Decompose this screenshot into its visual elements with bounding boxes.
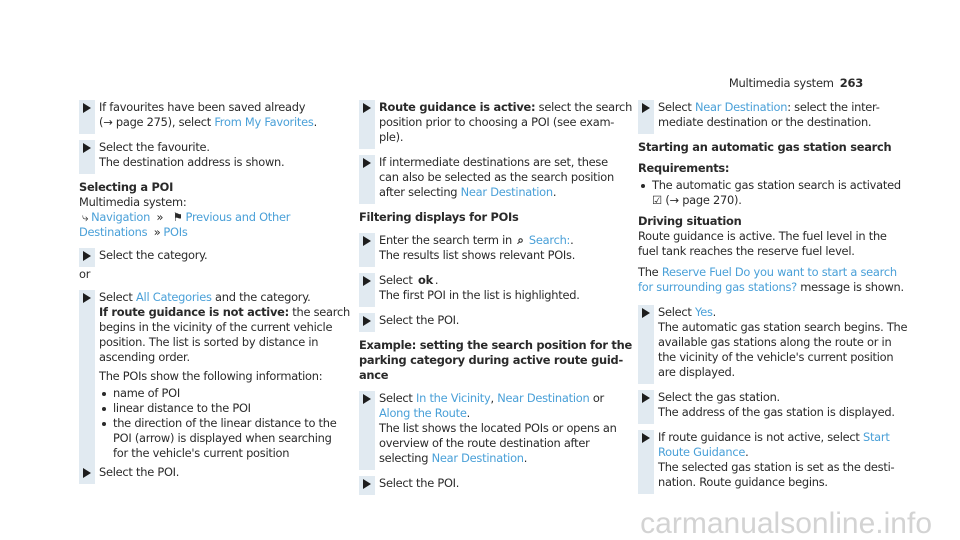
text-line: fuel tank reaches the reserve fuel level. — [638, 244, 855, 258]
destinations-link[interactable]: Destinations — [79, 225, 148, 239]
previous-and-other-link[interactable]: Previous and Other — [185, 210, 291, 224]
along-the-route-link[interactable]: Along the Route — [379, 406, 467, 420]
list-item: name of POI — [99, 386, 331, 401]
step-arrow-icon — [642, 103, 650, 113]
text-line: If favourites have been saved already — [99, 100, 306, 114]
step — [359, 100, 633, 145]
column-2 — [359, 100, 633, 501]
step — [79, 100, 331, 130]
checkbox-icon: ☑ — [652, 193, 662, 207]
step-arrow-icon — [83, 143, 91, 153]
step — [359, 233, 613, 263]
nav-path — [79, 210, 331, 225]
text-line: Enter the search term in ⌕ Search:. — [379, 233, 574, 247]
text-line: Route Guidance. — [658, 445, 749, 459]
text-line: or — [79, 267, 91, 281]
step-arrow-icon — [363, 394, 371, 404]
in-the-vicinity-link[interactable]: In the Vicinity — [416, 391, 491, 405]
step-arrow-icon — [363, 276, 371, 286]
list-item: linear distance to the POI — [99, 401, 331, 416]
step-arrow-icon — [363, 316, 371, 326]
step — [359, 391, 617, 466]
list-item: The automatic gas station search is activated ☑ (→ page 270). — [638, 178, 898, 208]
text-line: the vicinity of the vehicle's current position — [658, 350, 894, 364]
text-line: available gas stations along the route or in — [658, 335, 892, 349]
requirements-heading: Requirements: — [638, 161, 730, 175]
step — [359, 273, 613, 303]
step-arrow-icon — [642, 393, 650, 403]
text-line: The destination address is shown. — [99, 155, 285, 169]
start-route-guidance-link[interactable]: Route Guidance — [658, 445, 746, 459]
reserve-fuel-message: for surrounding gas stations? — [638, 280, 797, 294]
watermark: carmanualsonline.info — [640, 507, 932, 540]
reserve-fuel-message: Reserve Fuel Do you want to start a search — [661, 265, 897, 279]
step-arrow-icon — [83, 103, 91, 113]
section-heading: Selecting a POI — [79, 180, 174, 194]
search-field-link[interactable]: Search: — [528, 233, 571, 247]
text-line: after selecting Near Destination. — [379, 185, 557, 199]
step-arrow-icon — [363, 103, 371, 113]
text-line: ple). — [379, 130, 404, 144]
near-destination-link[interactable]: Near Destination — [497, 391, 590, 405]
text-line: Select the POI. — [379, 476, 460, 490]
text-line: are displayed. — [658, 365, 735, 379]
text-line: ascending order. — [99, 350, 190, 364]
text-line: Select In the Vicinity, Near Destination or — [379, 391, 604, 405]
step-arrow-icon — [83, 251, 91, 261]
text-line: Select the POI. — [99, 465, 180, 479]
step-arrow-icon — [83, 293, 91, 303]
start-route-guidance-link[interactable]: Start — [862, 430, 890, 444]
text-line: If route guidance is not active: the search — [99, 305, 350, 319]
text-line: The first POI in the list is highlighted. — [379, 288, 580, 302]
text-line: The results list shows relevant POIs. — [379, 248, 576, 262]
text-line: Select the favourite. — [99, 140, 210, 154]
text-line: The list shows the located POIs or opens an — [379, 421, 617, 435]
text-line: begins in the vicinity of the current vehicle — [99, 320, 333, 334]
text-line: Select the POI. — [379, 313, 460, 327]
text-line: If route guidance is not active, select Start — [658, 430, 890, 444]
near-destination-link[interactable]: Near Destination — [431, 451, 524, 465]
step — [79, 140, 331, 170]
text-line: overview of the route destination after — [379, 436, 590, 450]
text-line: Select All Categories and the category. — [99, 290, 311, 304]
navigation-link[interactable]: Navigation — [91, 210, 151, 224]
ok-icon: ok — [418, 273, 433, 287]
page-number: 263 — [839, 76, 863, 90]
text-line: Select Yes. — [658, 305, 717, 319]
text-line: The selected gas station is set as the desti- — [658, 460, 895, 474]
text-line: for surrounding gas stations? message is shown. — [638, 280, 904, 294]
nav-path — [79, 225, 331, 240]
step-arrow-icon — [363, 158, 371, 168]
step — [359, 476, 613, 491]
yes-link[interactable]: Yes — [695, 305, 713, 319]
requirements-list — [638, 178, 901, 208]
step — [638, 305, 908, 380]
text-line: The address of the gas station is displayed. — [658, 405, 895, 419]
text-line: Select the gas station. — [658, 390, 780, 404]
text-line: The automatic gas station search begins. The — [658, 320, 908, 334]
all-categories-link[interactable]: All Categories — [136, 290, 212, 304]
column-3 — [638, 100, 908, 500]
near-destination-link[interactable]: Near Destination — [695, 100, 788, 114]
text-line: If intermediate destinations are set, these — [379, 155, 608, 169]
section-heading: Example: setting the search position for the parking category during active route guid- ance — [359, 338, 632, 382]
pois-link[interactable]: POIs — [163, 225, 188, 239]
step-arrow-icon — [642, 433, 650, 443]
header-title: Multimedia system — [728, 76, 834, 90]
near-destination-link[interactable]: Near Destination — [460, 185, 553, 199]
double-chevron-icon: » — [153, 225, 161, 239]
step-arrow-icon — [83, 468, 91, 478]
section-heading: Filtering displays for POIs — [359, 210, 519, 224]
step — [638, 100, 898, 130]
section-heading: Starting an automatic gas station search — [638, 140, 892, 154]
flag-icon: ⚑ — [172, 210, 183, 224]
step — [79, 248, 331, 263]
list-item: the direction of the linear distance to the POI (arrow) is displayed when searching for the vehicle's current position — [99, 416, 331, 461]
text-line: Route guidance is active. The fuel level in the — [638, 229, 887, 243]
text-line: Along the Route. — [379, 406, 470, 420]
text-line: Select Near Destination: select the inter- — [658, 100, 880, 114]
step — [359, 313, 613, 328]
step — [79, 290, 350, 461]
step-arrow-icon — [363, 479, 371, 489]
column-1 — [79, 100, 350, 490]
text-line: can also be selected as the search position — [379, 170, 614, 184]
step-arrow-icon — [363, 236, 371, 246]
text-line: (→ page 275), select From My Favorites. — [99, 115, 317, 129]
text-line: nation. Route guidance begins. — [658, 475, 828, 489]
text-line: mediate destination or the destination. — [658, 115, 872, 129]
text-line: position. The list is sorted by distance in — [99, 335, 319, 349]
text-line: Select the category. — [99, 248, 208, 262]
info-list — [99, 386, 337, 461]
return-arrow-icon: ⤷ — [82, 210, 89, 224]
section-heading: Driving situation — [638, 214, 742, 228]
page-header — [729, 76, 863, 91]
step — [638, 430, 898, 490]
text-line: selecting Near Destination. — [379, 451, 528, 465]
from-my-favorites-link[interactable]: From My Favorites — [214, 115, 314, 129]
text-line: The POIs show the following information: — [99, 369, 323, 383]
step-arrow-icon — [642, 308, 650, 318]
step — [638, 390, 898, 420]
step — [79, 465, 331, 480]
search-icon: ⌕ — [517, 233, 524, 247]
text-line: position prior to choosing a POI (see exam- — [379, 115, 615, 129]
double-chevron-icon: » — [156, 210, 164, 224]
text-line: The Reserve Fuel Do you want to start a search — [638, 265, 897, 279]
text-line: Select ok . — [379, 273, 439, 287]
text-line: Multimedia system: — [79, 195, 187, 209]
step — [359, 155, 613, 200]
text-line: Route guidance is active: select the search — [379, 100, 633, 114]
